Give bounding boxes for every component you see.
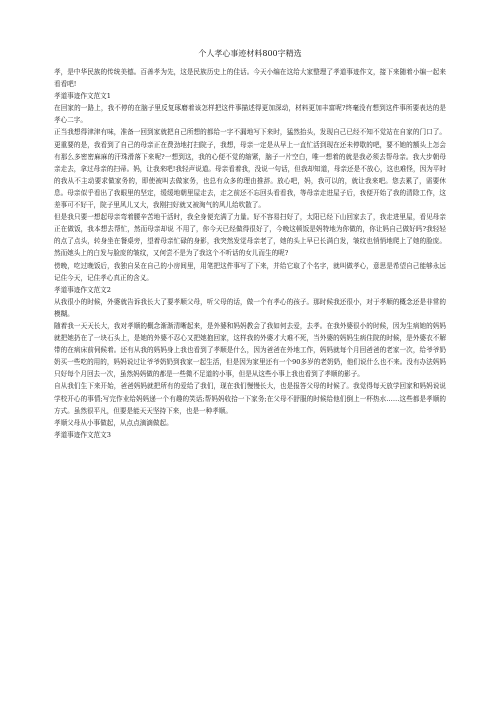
section-heading-2: 孝道事迹作文范文2 [54, 285, 111, 294]
essay2-paragraph-2: 随着我一天天长大，我对孝顺的概念渐渐清晰起来，是外婆和妈妈教会了我如何去爱，去孝。在我外婆很小的时候，因为生病她的妈妈就把她扔在了一块石头上，是她的外婆不忍心又把她抱回家，这样我的外婆才大难不死，当外婆的妈妈生病住院的时候，是外婆衣不解带的在病床前伺候着。还有从我的妈妈身上我也看到了孝顺是什么，因为爸爸在外地工作，妈妈就每个月回爸爸的老家一次，给爷爷奶奶买一些吃的用的，妈妈说过让爷爷奶奶到我家一起生活，但是因为家里还有一个90多岁的老奶奶，他们说什么也不来。没有办法妈妈只好每个月回去一次，虽然妈妈做的都是一些微不足道的小事，但是从这些小事上我也看到了孝顺的影子。 [54, 321, 446, 379]
essay2-paragraph-3: 自从我们生下来开始，爸爸妈妈就把所有的爱给了我们，现在我们慢慢长大，也是报答父母的时候了。我觉得每天放学回家和妈妈说说学校开心的事情;写完作业给妈妈递一个有趣的笑话;帮妈妈收拾一下家务;在父母不舒服的时候给他们倒上一杯热水……这些都是孝顺的方式。虽然很平凡，但要是能天天坚持下来，也是一种孝顺。 [54, 382, 446, 415]
document-page [54, 48, 446, 441]
intro-paragraph: 孝，是中华民族的传统美德。百善孝为先，这是民族历史上的佳话。今天小编在这给大家整理了孝道事迹作文，接下来随着小编一起来看看吧! [54, 68, 446, 89]
section-heading-3: 孝道事迹作文范文3 [54, 430, 111, 439]
essay1-paragraph-3: 但是我只要一想起母亲弯着腰辛苦地干活时，我全身便充满了力量。好不容易扫好了，太阳已经下山回家去了，我走进里屋，看见母亲正在做饭，我本想去帮忙，然而母亲却说 不用了，你今天已经做得很好了，今晚这顿饭是妈特地为你做的，你让妈自己做好吗?我轻轻的点了点头，转身坐在餐桌旁，望着母亲忙碌的身影，我突然发觉母亲老了，她的头上早已长满白发，皱纹也悄悄地爬上了她的脸庞。然而她头上的白发与脸庞的皱纹，又何尝不是为了我这个不听话的女儿而生的呢? [54, 213, 446, 258]
essay1-paragraph-1: 在回家的一路上，我不停的在脑子里反复琢磨着该怎样把这件事描述得更加深动，材料更加丰富呢?终毫没有想到这件事所要表达的是孝心二字。 [54, 104, 446, 125]
essay2-paragraph-4: 孝顺父母从小事做起，从点点滴滴做起。 [54, 418, 173, 427]
essay1-paragraph-2: 正当我想得津津有味，准备一回到家就把自己所想的都给一字不漏地写下来时，猛然抬头，发现自己已经不知不觉站在自家的门口了。更重要的是，我看到了自己的母亲正在费劲地打扫院子，我想，母亲一定是从早上一直忙活到现在还未停歇的吧，要不她的额头上怎会有那么多密密麻麻的汗珠滑落下来呢?一想到这，我的心便不觉的缩紧，脑子一片空白，唯一想着的就是我必须去帮母亲。我大步朝母亲走去，拿过母亲的扫帚。妈，让我来吧!我轻声说道。母亲看着我，没说一句话，但我却知道，母亲还是不放心，这也难怪，因为平时的我从不主动要求做家务的，即使被叫去做家务，也总有众多的理由推辞。放心吧，妈，我可以的，就让我来吧。您去累了，需要休息。母亲似乎看出了我眼里的坚定，缓缓地朝里屋走去，走之前还不忘回头看看我，等母亲走进屋子后，我便开始了我的清除工作，这差事可不好干，院子里风儿又大，我刚扫好就又被淘气的风儿给吹散了。 [54, 128, 446, 210]
document-title: 个人孝心事迹材料800字精选 [198, 49, 302, 58]
section-heading-1: 孝道事迹作文范文1 [54, 92, 111, 101]
essay2-paragraph-1: 从我很小的时候，外婆就告诉我长大了要孝顺父母，听父母的话，做一个有孝心的孩子。那时候我还很小，对于孝顺的概念还是非常的模糊。 [54, 297, 446, 318]
essay1-paragraph-4: 傍晚，吃过晚饭后，我独自呆在自己的小房间里，用笔把这件事写了下来，并给它取了个名字，就叫做孝心，意思是希望自己能够永远记住今天，记住孝心真正的含义。 [54, 261, 446, 282]
